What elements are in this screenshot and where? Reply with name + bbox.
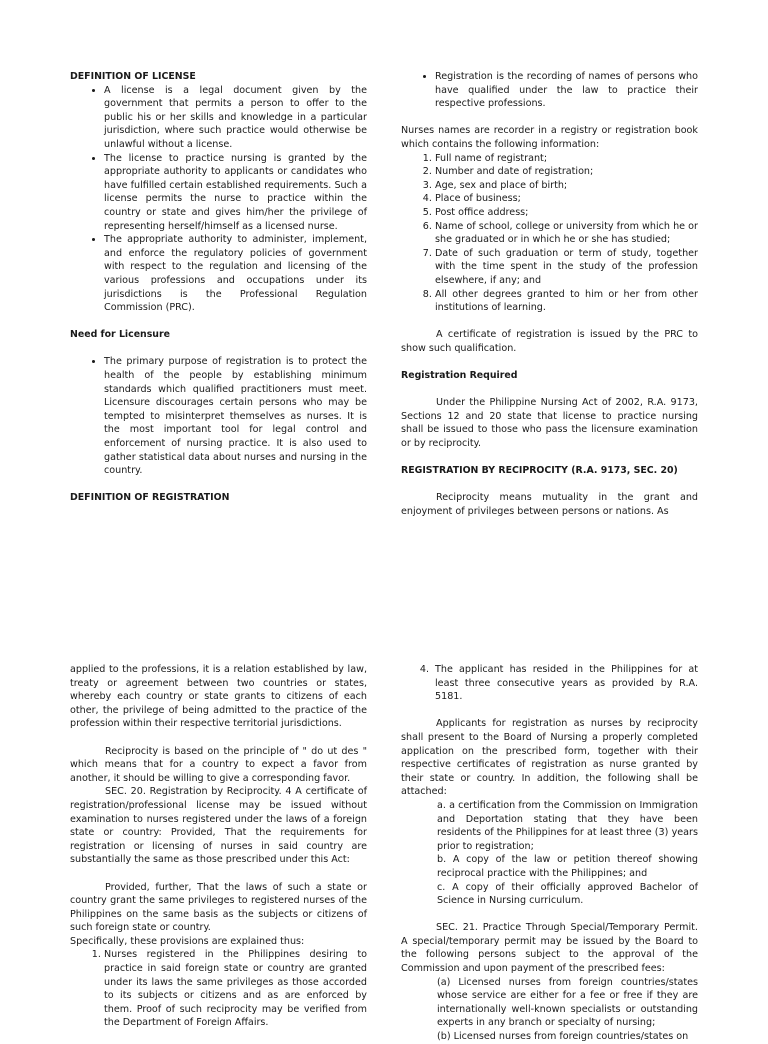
registration-required-heading: Registration Required (401, 370, 518, 382)
list-item: 7. Date of such graduation or term of study, together with the time spent in the study of the profession elsewhere, if any; and (435, 247, 698, 288)
applicants-paragraph: Applicants for registration as nurses by reciprocity shall present to the Board of Nursing a properly completed application on the prescribed form, together with their respective certificates of registration as nurse granted by their state or country. In addition, the following shall be attached: (401, 718, 698, 798)
registration-by-reciprocity-heading: REGISTRATION BY RECIPROCITY (R.A. 9173, SEC. 20) (401, 465, 678, 477)
item-text: The applicant has resided in the Philippines for at least three consecutive years as provided by R.A. 5181. (435, 664, 698, 703)
list-item: 6. Name of school, college or university from which he or she graduated or in which he or she has studied; (435, 220, 698, 247)
list-item: a. a certification from the Commission on Immigration and Deportation stating that they have been residents of the Philippines for at least three (3) years prior to registration; (437, 799, 698, 852)
provided-further-paragraph: Provided, further, That the laws of such a state or country grant the same privileges to registered nurses of the Philippines on the same basis as the subjects or citizens of such foreign state or country. (70, 881, 367, 934)
list-item: 2. Number and date of registration; (435, 165, 698, 179)
registration-definition-list (401, 70, 698, 111)
permit-item-b: (b) Licensed nurses from foreign countries/states on (437, 1031, 689, 1043)
page2-left-column (70, 663, 367, 1030)
list-item: 3. Age, sex and place of birth; (435, 179, 698, 193)
definition-of-license-list (70, 84, 367, 315)
definition-of-license-heading: DEFINITION OF LICENSE (70, 71, 196, 82)
reciprocity-continuation: applied to the professions, it is a relation established by law, treaty or agreement between two countries or states, whereby each country or state grants to citizens of each other, the privilege of being admitted to the practice of the profession within their respective territorial jurisdictions. (70, 664, 367, 730)
list-item: • A license is a legal document given by the government that permits a person to offer to the public his or her skills and knowledge in a particular jurisdiction, where such practice would otherwise be unlawful without a license. (104, 84, 367, 152)
need-for-licensure-list (70, 355, 367, 477)
page-2 (0, 663, 768, 1043)
certificate-paragraph: A certificate of registration is issued by the PRC to show such qualification. (401, 329, 698, 354)
registry-info-list (401, 152, 698, 315)
sec-20-paragraph: SEC. 20. Registration by Reciprocity. 4 A certificate of registration/professional license may be issued without examination to nurses registered under the laws of a foreign state or country: Provided, That the requirements for registration or licensing of nurses in said country are substantially the same as those prescribed under this Act: (70, 786, 367, 866)
list-item: 8. All other degrees granted to him or her from other institutions of learning. (435, 288, 698, 315)
page1-right-column (401, 70, 698, 519)
provision-item-4 (401, 663, 698, 704)
registry-intro: Nurses names are recorder in a registry or registration book which contains the following information: (401, 125, 698, 150)
sec-21-paragraph: SEC. 21. Practice Through Special/Temporary Permit. A special/temporary permit may be issued by the Board to the following persons subject to the approval of the Commission and upon payment of the prescribed fees: (401, 922, 698, 975)
do-ut-des-paragraph: Reciprocity is based on the principle of " do ut des " which means that for a country to expect a favor from another, it should be willing to give a corresponding favor. (70, 745, 367, 784)
list-item: 1. Nurses registered in the Philippines desiring to practice in said foreign state or country are granted under its laws the same privileges as those accorded to its subjects or citizens and as are enforced by them. Proof of such reciprocity may be verified from the Department of Foreign Affairs. (104, 948, 367, 1030)
list-item: • The primary purpose of registration is to protect the health of the people by establishing minimum standards which qualified practitioners must meet. Licensure discourages certain persons who may be tempted to misinterpret themselves as nurses. It is the most important tool for legal control and enforcement of nursing practice. It is also used to gather statistical data about nurses and nursing in the country. (104, 355, 367, 477)
reciprocity-paragraph: Reciprocity means mutuality in the grant and enjoyment of privileges between persons or nations. As (401, 492, 698, 517)
page1-left-column (70, 70, 367, 505)
list-item: 1. Full name of registrant; (435, 152, 698, 166)
list-item: b. A copy of the law or petition thereof showing reciprocal practice with the Philippines; and (437, 854, 698, 879)
permit-item-a: (a) Licensed nurses from foreign countries/states whose service are either for a fee or free if they are internationally well-known specialists or outstanding experts in any branch or specialty of nursing; (437, 976, 698, 1029)
item-number: 4. (419, 664, 429, 675)
provisions-list (70, 948, 367, 1030)
need-for-licensure-heading: Need for Licensure (70, 329, 170, 341)
registration-required-paragraph: Under the Philippine Nursing Act of 2002, R.A. 9173, Sections 12 and 20 state that license to practice nursing shall be issued to those who pass the licensure examination or by reciprocity. (401, 397, 698, 450)
attachments-list (401, 799, 698, 908)
page2-right-column (401, 663, 698, 1044)
list-item: 5. Post office address; (435, 206, 698, 220)
definition-of-registration-heading: DEFINITION OF REGISTRATION (70, 492, 230, 504)
list-item: • The appropriate authority to administer, implement, and enforce the regulatory policies of government with respect to the regulation and licensing of the various professions and occupations under its jurisdictions is the Professional Regulation Commission (PRC). (104, 233, 367, 315)
list-item: • Registration is the recording of names of persons who have qualified under the law to practice their respective professions. (435, 70, 698, 111)
provisions-intro: Specifically, these provisions are explained thus: (70, 935, 305, 947)
list-item: c. A copy of their officially approved Bachelor of Science in Nursing curriculum. (437, 881, 698, 907)
list-item: 4. Place of business; (435, 192, 698, 206)
list-item: • The license to practice nursing is granted by the appropriate authority to applicants or candidates who have fulfilled certain established requirements. Such a license permits the nurse to practice within the country or state and gives him/her the privilege of representing herself/himself as a licensed nurse. (104, 152, 367, 234)
